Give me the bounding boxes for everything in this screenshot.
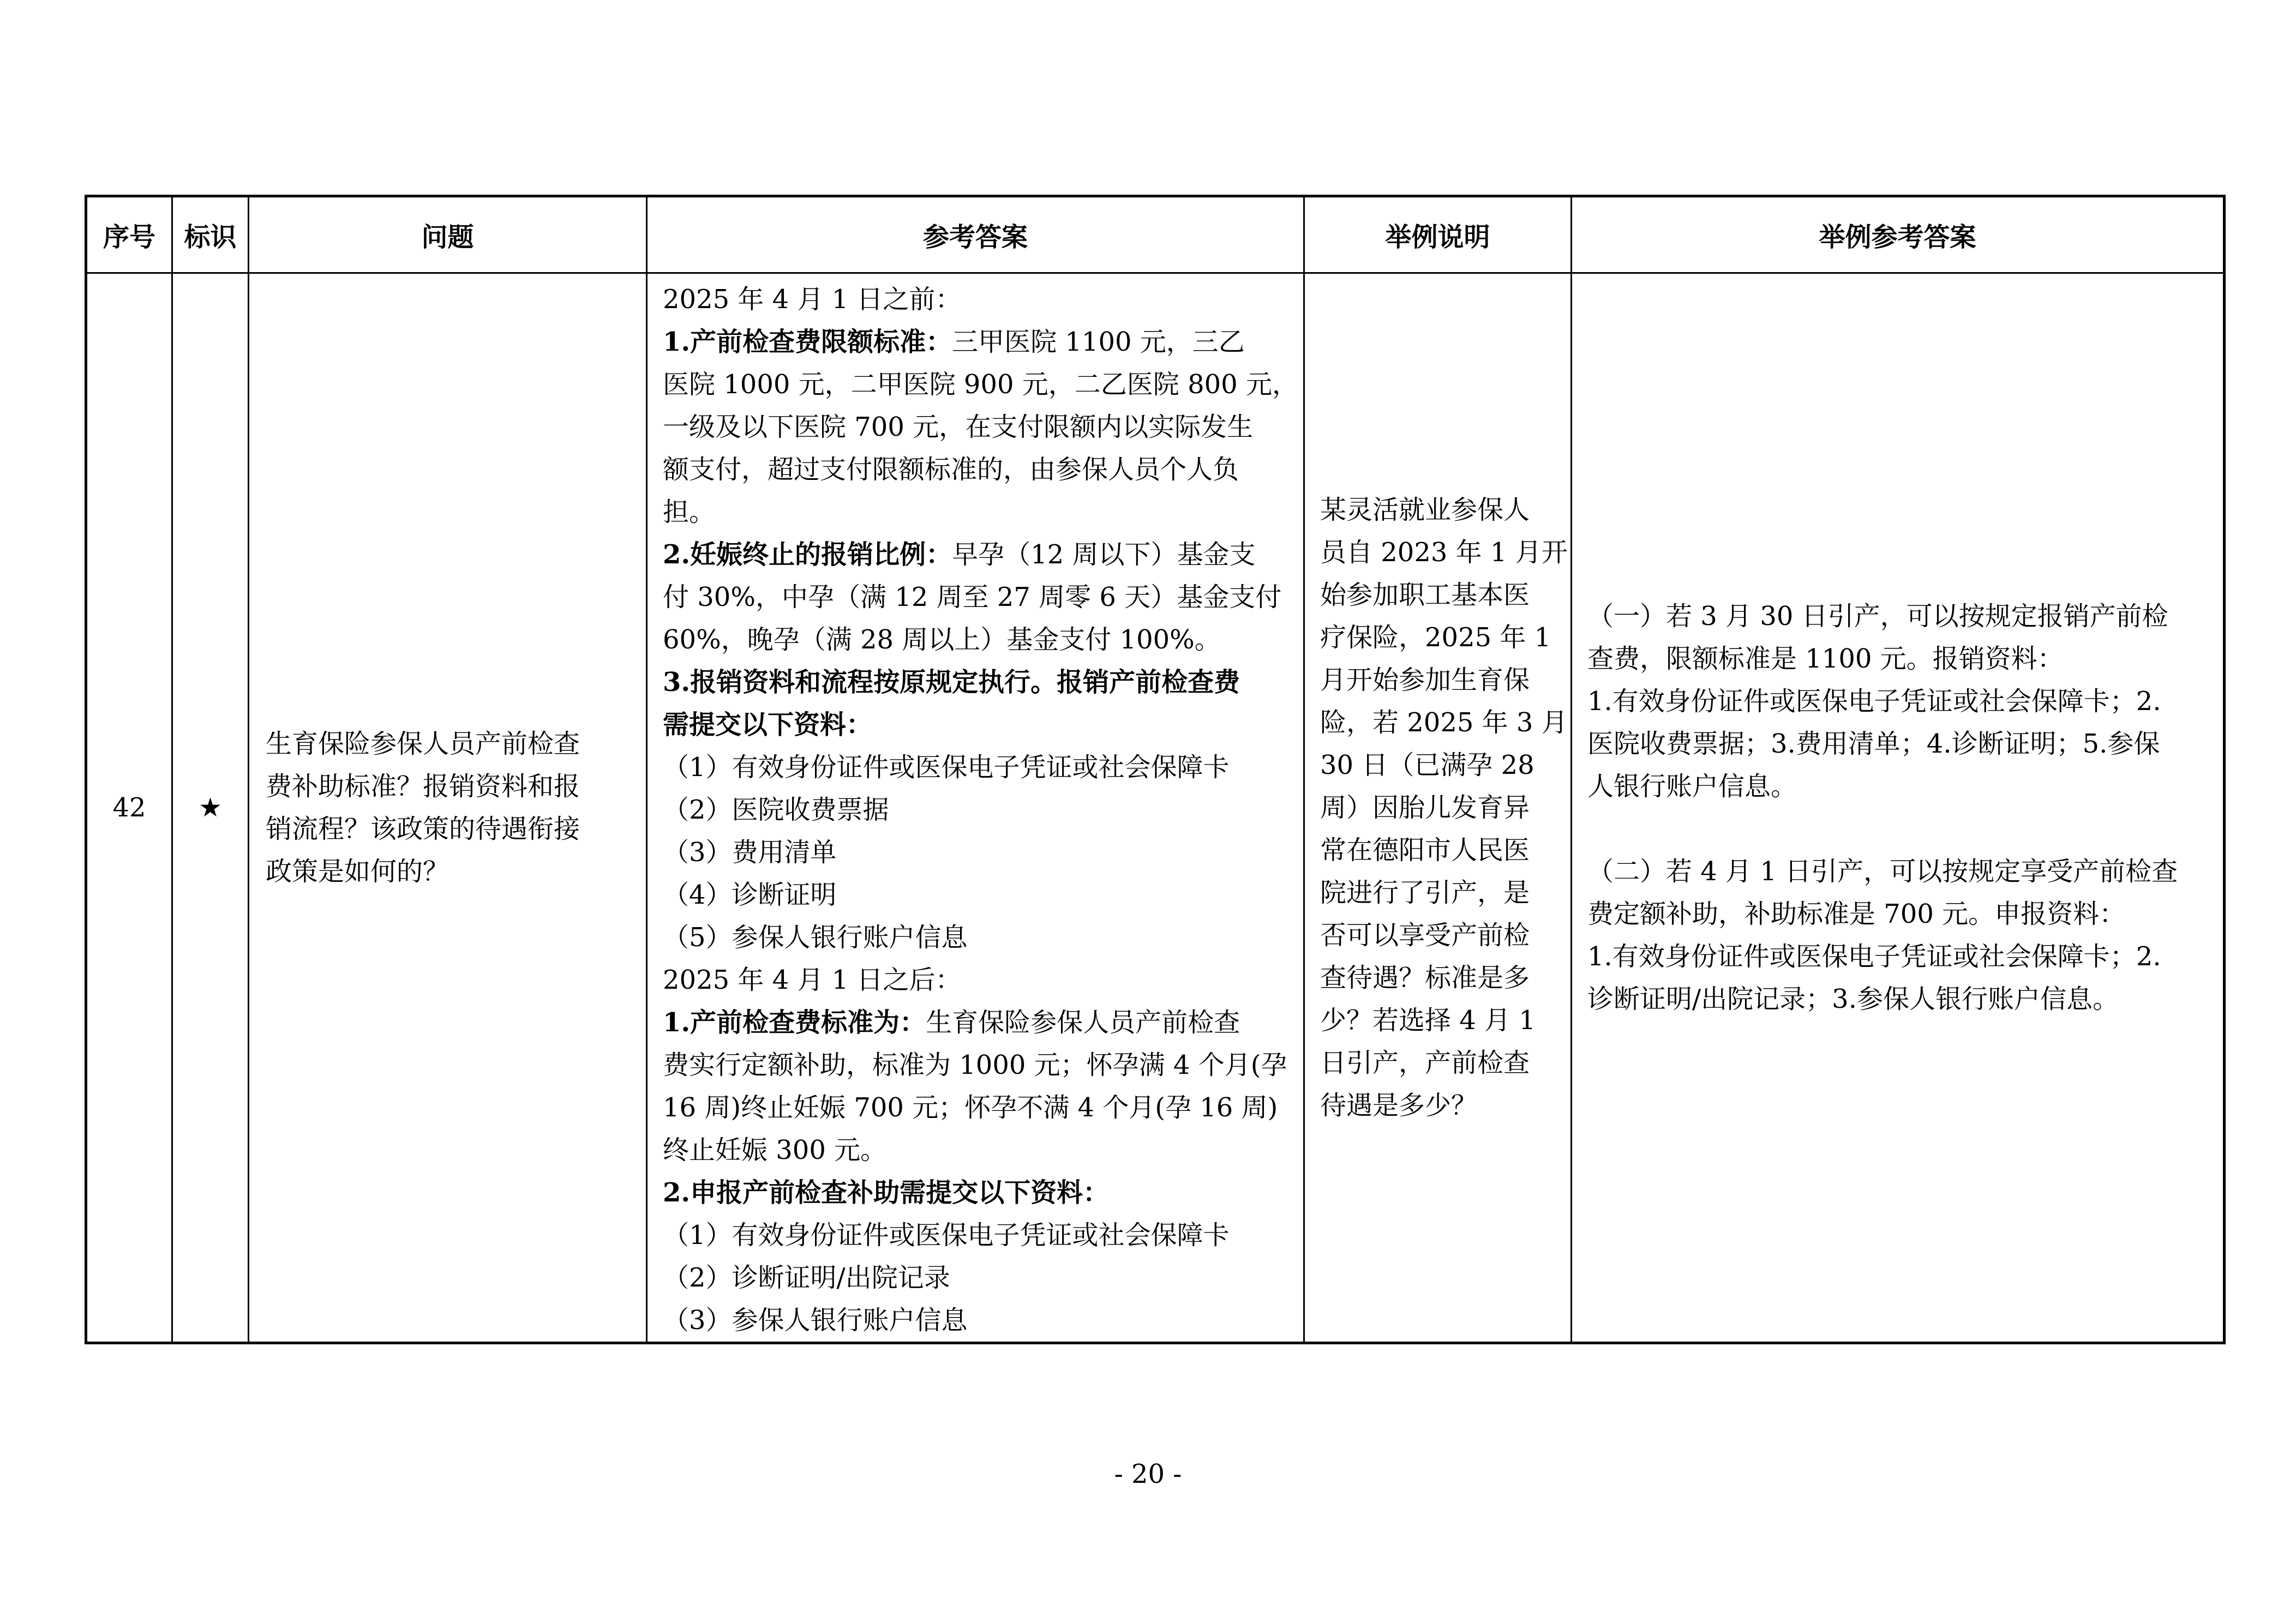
answer-line: （3）费用清单 xyxy=(663,837,837,868)
answer-line: 16 周)终止妊娠 700 元；怀孕不满 4 个月(孕 16 周) xyxy=(663,1092,1278,1123)
example-line: 查待遇？标准是多 xyxy=(1320,963,1530,993)
answer-line: 2025 年 4 月 1 日之前： xyxy=(663,284,962,315)
header-answer: 参考答案 xyxy=(647,196,1304,273)
example-answer-line: 查费，限额标准是 1100 元。报销资料： xyxy=(1587,644,2064,674)
question-line: 费补助标准？报销资料和报 xyxy=(266,771,580,802)
answer-line: 担。 xyxy=(663,497,716,527)
example-answer-line: 1.有效身份证件或医保电子凭证或社会保障卡；2. xyxy=(1587,941,2161,972)
example-answer-line: （二）若 4 月 1 日引产，可以按规定享受产前检查 xyxy=(1587,856,2178,887)
answer-line: （1）有效身份证件或医保电子凭证或社会保障卡 xyxy=(663,752,1230,783)
answer-heading: 需提交以下资料： xyxy=(663,710,873,740)
answer-line: 一级及以下医院 700 元，在支付限额内以实际发生 xyxy=(663,412,1254,442)
answer-cell xyxy=(647,273,1304,1343)
answer-heading: 3.报销资料和流程按原规定执行。报销产前检查费 xyxy=(663,667,1240,698)
answer-heading: 1.产前检查费限额标准： xyxy=(663,327,952,357)
answer-line: 2.妊娠终止的报销比例：早孕（12 周以下）基金支 xyxy=(663,539,1256,570)
example-line: 险，若 2025 年 3 月 xyxy=(1320,707,1568,738)
example-line: 周）因胎儿发育异 xyxy=(1320,792,1530,823)
header-example: 举例说明 xyxy=(1304,196,1572,273)
answer-line: （2）诊断证明/出院记录 xyxy=(663,1263,950,1293)
header-mark: 标识 xyxy=(172,196,249,273)
header-row xyxy=(86,196,2225,273)
answer-line: 2025 年 4 月 1 日之后： xyxy=(663,965,962,995)
row-number: 42 xyxy=(86,273,172,1343)
question-line: 销流程？该政策的待遇衔接 xyxy=(266,814,580,844)
example-line: 院进行了引产，是 xyxy=(1320,877,1530,908)
answer-heading: 1.产前检查费标准为： xyxy=(663,1007,926,1038)
table-row xyxy=(86,273,2225,1343)
example-answer-line: 诊断证明/出院记录；3.参保人银行账户信息。 xyxy=(1587,984,2119,1014)
example-line: 常在德阳市人民医 xyxy=(1320,835,1530,865)
answer-line: 终止妊娠 300 元。 xyxy=(663,1135,887,1165)
example-answer-line: 1.有效身份证件或医保电子凭证或社会保障卡；2. xyxy=(1587,686,2161,717)
example-line: 待遇是多少？ xyxy=(1320,1090,1478,1121)
star-mark-icon: ★ xyxy=(172,273,249,1343)
answer-line: 1.产前检查费限额标准：三甲医院 1100 元，三乙 xyxy=(663,327,1245,357)
answer-line: 付 30%，中孕（满 12 周至 27 周零 6 天）基金支付 xyxy=(663,582,1282,612)
answer-line: 1.产前检查费标准为：生育保险参保人员产前检查 xyxy=(663,1007,1240,1038)
answer-line: （4）诊断证明 xyxy=(663,880,837,910)
answer-line: 费实行定额补助，标准为 1000 元；怀孕满 4 个月(孕 xyxy=(663,1050,1287,1080)
answer-line: （2）医院收费票据 xyxy=(663,795,889,825)
answer-line: （5）参保人银行账户信息 xyxy=(663,922,968,953)
example-line: 员自 2023 年 1 月开 xyxy=(1320,537,1568,568)
header-question: 问题 xyxy=(249,196,647,273)
example-line: 日引产，产前检查 xyxy=(1320,1048,1530,1078)
answer-heading: 2.妊娠终止的报销比例： xyxy=(663,539,952,570)
question-cell xyxy=(249,273,647,1343)
answer-line: （3）参保人银行账户信息 xyxy=(663,1305,968,1336)
example-cell xyxy=(1304,273,1572,1343)
header-example-answer: 举例参考答案 xyxy=(1572,196,2225,273)
example-line: 始参加职工基本医 xyxy=(1320,580,1530,610)
example-line: 否可以享受产前检 xyxy=(1320,920,1530,951)
question-line: 政策是如何的？ xyxy=(266,856,449,887)
example-answer-line: 人银行账户信息。 xyxy=(1587,771,1797,802)
example-line: 30 日（已满孕 28 xyxy=(1320,750,1534,780)
answer-line: 医院 1000 元，二甲医院 900 元，二乙医院 800 元， xyxy=(663,369,1298,400)
question-line: 生育保险参保人员产前检查 xyxy=(266,729,580,759)
example-line: 月开始参加生育保 xyxy=(1320,665,1530,695)
example-line: 某灵活就业参保人 xyxy=(1320,495,1530,525)
answer-line: 额支付，超过支付限额标准的，由参保人员个人负 xyxy=(663,454,1239,485)
answer-heading: 2.申报产前检查补助需提交以下资料： xyxy=(663,1177,1110,1208)
example-answer-line: 医院收费票据；3.费用清单；4.诊断证明；5.参保 xyxy=(1587,729,2160,759)
example-answer-cell xyxy=(1572,273,2225,1343)
example-line: 疗保险，2025 年 1 xyxy=(1320,622,1551,653)
answer-line: 60%，晚孕（满 28 周以上）基金支付 100%。 xyxy=(663,624,1221,655)
paragraph-spacer xyxy=(1587,808,2210,850)
example-line: 少？若选择 4 月 1 xyxy=(1320,1005,1536,1036)
example-answer-line: （一）若 3 月 30 日引产，可以按规定报销产前检 xyxy=(1587,601,2168,632)
header-number: 序号 xyxy=(86,196,172,273)
example-answer-line: 费定额补助，补助标准是 700 元。申报资料： xyxy=(1587,899,2126,929)
page-number: - 20 - xyxy=(1114,1459,1182,1489)
answer-line: （1）有效身份证件或医保电子凭证或社会保障卡 xyxy=(663,1220,1230,1251)
qa-table xyxy=(85,195,2226,1344)
